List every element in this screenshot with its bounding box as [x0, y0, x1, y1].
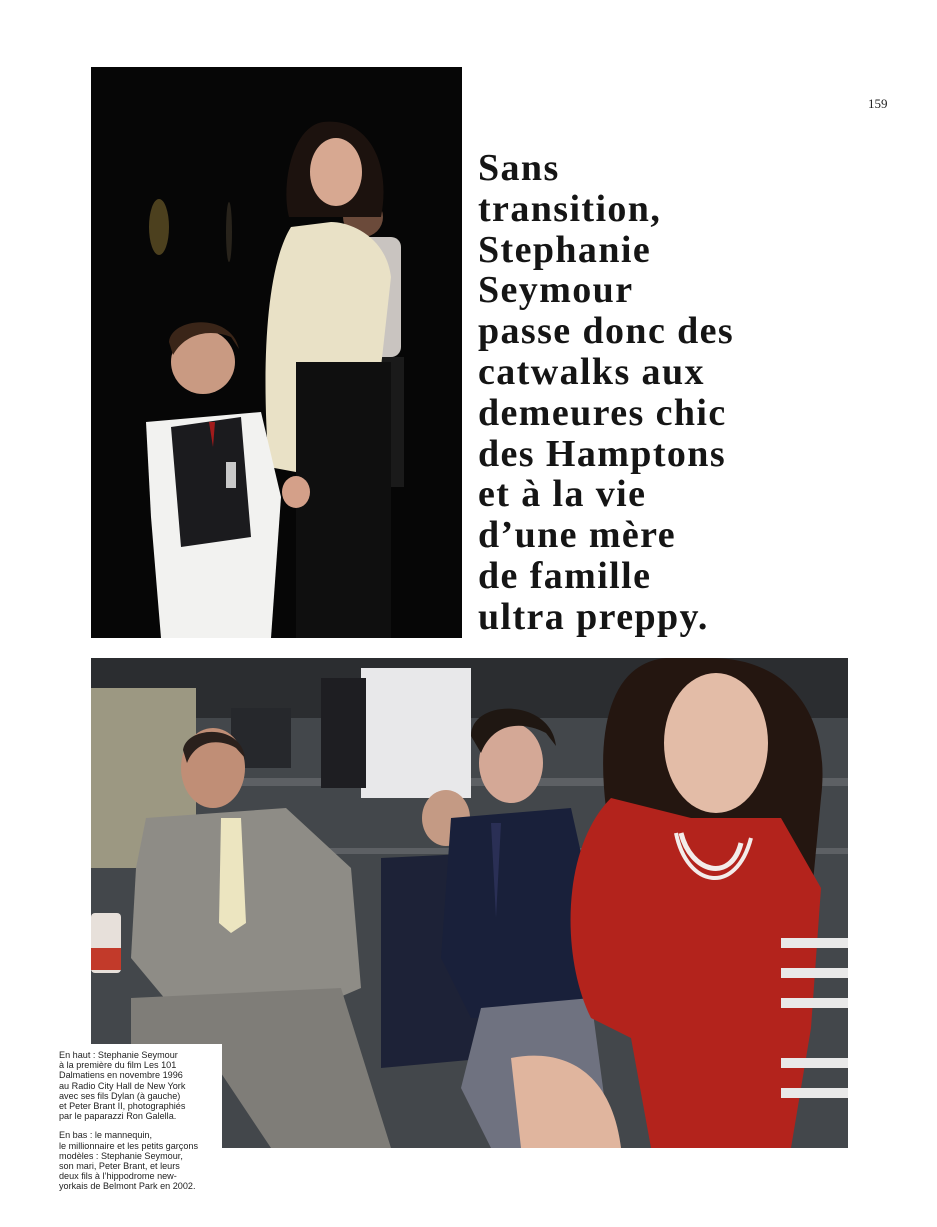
caption-line: par le paparazzi Ron Galella.: [59, 1111, 177, 1122]
pull-quote-line: ultra preppy.: [478, 595, 709, 638]
pull-quote-line: transition,: [478, 187, 662, 230]
caption-top: [59, 1050, 222, 1121]
pull-quote-line: Sans: [478, 147, 560, 189]
pull-quote-line: passe donc des: [478, 310, 735, 353]
pull-quote-line: de famille: [478, 554, 652, 597]
photo-night-premiere-icon: [91, 67, 462, 638]
caption-line: modèles : Stephanie Seymour,: [59, 1150, 183, 1161]
pull-quote-line: demeures chic: [478, 391, 727, 434]
caption-line: Dalmatiens en novembre 1996: [59, 1070, 183, 1081]
pull-quote-line: Stephanie: [478, 228, 652, 271]
caption-line: deux fils à l’hippodrome new-: [59, 1171, 177, 1182]
caption-bottom: [59, 1130, 222, 1191]
page-number: 159: [868, 96, 888, 111]
caption-line: yorkais de Belmont Park en 2002.: [59, 1181, 196, 1192]
caption-line: En bas : le mannequin,: [59, 1130, 153, 1141]
pull-quote: [478, 148, 808, 638]
caption-line: à la première du film Les 101: [59, 1060, 177, 1071]
pull-quote-line: et à la vie: [478, 473, 647, 516]
top-photo: [91, 67, 462, 638]
pull-quote-line: d’une mère: [478, 514, 676, 557]
caption-line: En haut : Stephanie Seymour: [59, 1050, 178, 1060]
caption-line: et Peter Brant II, photographiés: [59, 1101, 186, 1112]
caption-box: [50, 1044, 222, 1194]
pull-quote-line: des Hamptons: [478, 432, 727, 475]
caption-line: avec ses fils Dylan (à gauche): [59, 1090, 181, 1101]
pull-quote-line: Seymour: [478, 269, 634, 312]
pull-quote-line: catwalks aux: [478, 350, 705, 393]
caption-line: le millionnaire et les petits garçons: [59, 1140, 198, 1151]
caption-line: son mari, Peter Brant, et leurs: [59, 1161, 180, 1172]
caption-line: au Radio City Hall de New York: [59, 1080, 186, 1091]
